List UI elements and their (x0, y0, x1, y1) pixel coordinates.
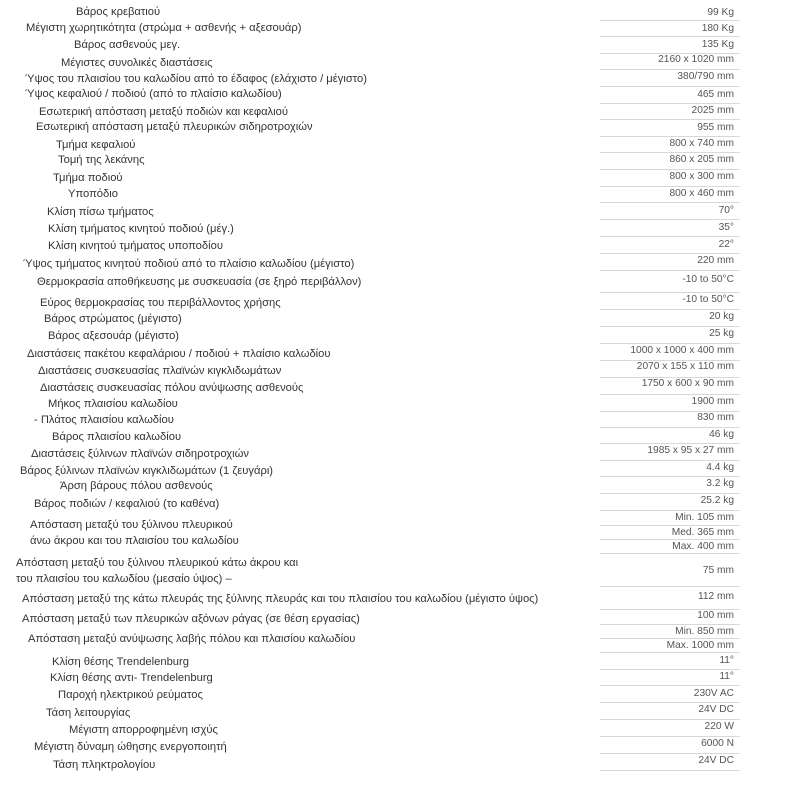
spec-label: Τομή της λεκάνης (58, 154, 145, 166)
spec-row (0, 137, 792, 153)
spec-label: Θερμοκρασία αποθήκευσης με συσκευασία (σε ξηρό περιβάλλον) (37, 276, 362, 288)
spec-label: Κλίση θέσης Trendelenburg (52, 656, 189, 668)
spec-row (0, 310, 792, 327)
spec-value: Min. 105 mm (675, 512, 734, 524)
spec-label: Διαστάσεις συσκευασίας πόλου ανύψωσης ασθενούς (40, 382, 304, 394)
spec-row (0, 203, 792, 220)
spec-row (0, 737, 792, 754)
spec-value: 2070 x 155 x 110 mm (636, 361, 734, 372)
spec-value: 955 mm (697, 122, 734, 133)
spec-label: Εσωτερική απόσταση μεταξύ πλευρικών σιδηροτροχιών (36, 121, 313, 133)
spec-value: 220 mm (697, 255, 734, 266)
spec-row (0, 70, 792, 87)
spec-row (0, 686, 792, 703)
spec-value: Max. 1000 mm (600, 638, 740, 652)
spec-value: 135 Kg (701, 39, 734, 50)
spec-row (0, 494, 792, 511)
spec-row (0, 120, 792, 137)
spec-label: Απόσταση μεταξύ ανύψωσης λαβής πόλου και πλαισίου καλωδίου (28, 633, 356, 645)
spec-label: - Πλάτος πλαισίου καλωδίου (34, 414, 174, 426)
spec-value: 75 mm (702, 564, 734, 576)
spec-label: Ύψος τμήματος κινητού ποδιού από το πλαίσιο καλωδίου (μέγιστο) (23, 258, 355, 270)
spec-label: Ύψος του πλαισίου του καλωδίου από το έδαφος (ελάχιστο / μέγιστο) (25, 73, 367, 85)
spec-row (0, 87, 792, 104)
spec-row (0, 4, 792, 21)
spec-label: Τάση λειτουργίας (46, 707, 131, 719)
spec-row (0, 428, 792, 444)
spec-value: 6000 N (701, 738, 734, 749)
spec-value: 380/790 mm (677, 71, 734, 82)
spec-row-multi (0, 554, 792, 587)
spec-value: Max. 400 mm (600, 539, 740, 553)
spec-label: Μέγιστη απορροφημένη ισχύς (69, 724, 218, 736)
spec-label: Παροχή ηλεκτρικού ρεύματος (58, 689, 203, 701)
spec-row (0, 754, 792, 771)
spec-row (0, 610, 792, 625)
spec-label: του πλαισίου του καλωδίου (μεσαίο ύψος) – (16, 572, 232, 585)
spec-label: Διαστάσεις ξύλινων πλαϊνών σιδηροτροχιών (31, 448, 249, 460)
spec-row (0, 21, 792, 37)
spec-value: 35° (718, 222, 734, 233)
spec-row (0, 344, 792, 361)
spec-row (0, 37, 792, 54)
spec-value: 1900 mm (691, 396, 734, 407)
spec-label: Κλίση πίσω τμήματος (47, 206, 154, 218)
spec-label: Υποπόδιο (68, 188, 118, 200)
spec-row (0, 395, 792, 412)
spec-value: 220 W (704, 721, 734, 732)
spec-label: Απόσταση μεταξύ της κάτω πλευράς της ξύλινης πλευράς και του πλαισίου του καλωδίου (μέγιστο ύψος) (22, 593, 539, 605)
spec-row (0, 254, 792, 271)
spec-label: Κλίση θέσης αντι- Trendelenburg (50, 672, 213, 684)
spec-row (0, 587, 792, 610)
spec-row (0, 187, 792, 203)
spec-label: άνω άκρου και του πλαισίου του καλωδίου (30, 534, 239, 547)
spec-value: 1985 x 95 x 27 mm (647, 445, 734, 456)
spec-value: 800 x 460 mm (669, 188, 734, 199)
spec-row (0, 444, 792, 461)
spec-value: 20 kg (709, 311, 734, 322)
spec-value: -10 to 50°C (682, 294, 734, 305)
spec-value: 860 x 205 mm (669, 154, 734, 165)
spec-value: 1750 x 600 x 90 mm (641, 378, 734, 389)
spec-label: Βάρος αξεσουάρ (μέγιστο) (48, 330, 180, 342)
spec-label: Μήκος πλαισίου καλωδίου (48, 398, 178, 410)
spec-row-multi (0, 511, 792, 554)
spec-value: 100 mm (697, 610, 734, 621)
spec-label: Τάση πληκτρολογίου (53, 759, 156, 771)
spec-label: Κλίση τμήματος κινητού ποδιού (μέγ.) (48, 223, 234, 235)
spec-label: Βάρος ποδιών / κεφαλιού (το καθένα) (34, 498, 220, 510)
spec-value: 180 Kg (701, 23, 734, 34)
spec-label: Μέγιστη χωρητικότητα (στρώμα + ασθενής + αξεσουάρ) (26, 22, 302, 34)
spec-label: Απόσταση μεταξύ των πλευρικών αξόνων ράγας (σε θέση εργασίας) (22, 613, 360, 625)
spec-value: Min. 850 mm (675, 626, 734, 637)
spec-value: 800 x 740 mm (669, 138, 734, 149)
spec-value: 830 mm (697, 412, 734, 423)
spec-label: Ύψος κεφαλιού / ποδιού (από το πλαίσιο καλωδίου) (25, 88, 282, 100)
spec-label: Βάρος ξύλινων πλαϊνών κιγκλιδωμάτων (1 ζευγάρι) (20, 465, 274, 477)
spec-value: 465 mm (697, 89, 734, 100)
spec-value: -10 to 50°C (682, 274, 734, 285)
spec-value: Med. 365 mm (600, 525, 740, 539)
spec-value: 11° (719, 671, 734, 682)
spec-value: 46 kg (709, 429, 734, 440)
spec-label: Κλίση κινητού τμήματος υποποδίου (48, 240, 223, 252)
spec-label: Απόσταση μεταξύ του ξύλινου πλευρικού κάτω άκρου και (16, 556, 299, 569)
spec-row (0, 104, 792, 120)
spec-row (0, 271, 792, 293)
spec-row (0, 153, 792, 170)
spec-value: 2025 mm (691, 105, 734, 116)
spec-label: Βάρος στρώματος (μέγιστο) (44, 313, 182, 325)
spec-value: 11° (719, 655, 734, 666)
specifications-table (0, 4, 792, 771)
spec-row (0, 670, 792, 686)
spec-label: Βάρος κρεβατιού (76, 6, 161, 18)
spec-row (0, 170, 792, 187)
spec-row (0, 412, 792, 428)
spec-row (0, 378, 792, 395)
spec-label: Τμήμα κεφαλιού (56, 139, 136, 151)
spec-value: 25 kg (709, 328, 734, 339)
spec-label: Μέγιστες συνολικές διαστάσεις (61, 57, 213, 69)
spec-value: 4.4 kg (706, 462, 734, 473)
spec-row (0, 220, 792, 237)
spec-label: Διαστάσεις πακέτου κεφαλάριου / ποδιού + πλαίσιο καλωδίου (27, 348, 331, 360)
spec-row (0, 54, 792, 70)
spec-row-multi (0, 625, 792, 653)
spec-value: 24V DC (698, 704, 734, 715)
spec-label: Άρση βάρους πόλου ασθενούς (60, 480, 213, 492)
spec-value: 24V DC (698, 755, 734, 766)
spec-value: 1000 x 1000 x 400 mm (630, 345, 734, 356)
spec-row (0, 327, 792, 344)
spec-row (0, 720, 792, 737)
spec-label: Βάρος ασθενούς μεγ. (74, 39, 181, 51)
spec-value: 25.2 kg (700, 495, 734, 506)
spec-value: 112 mm (697, 591, 734, 602)
spec-row (0, 293, 792, 310)
spec-value: 99 Kg (707, 7, 734, 18)
spec-value: 70° (718, 205, 734, 216)
spec-label: Μέγιστη δύναμη ώθησης ενεργοποιητή (34, 741, 227, 753)
spec-value: 3.2 kg (706, 478, 734, 489)
spec-label: Τμήμα ποδιού (53, 172, 123, 184)
spec-value: 22° (718, 239, 734, 250)
spec-row (0, 237, 792, 254)
spec-row (0, 461, 792, 477)
spec-label: Βάρος πλαισίου καλωδίου (52, 431, 182, 443)
spec-row (0, 361, 792, 378)
spec-label: Διαστάσεις συσκευασίας πλαϊνών κιγκλιδωμάτων (38, 365, 282, 377)
spec-row (0, 703, 792, 720)
spec-row (0, 653, 792, 670)
spec-value: 800 x 300 mm (669, 171, 734, 182)
spec-row (0, 477, 792, 494)
spec-label: Εσωτερική απόσταση μεταξύ ποδιών και κεφαλιού (39, 106, 288, 118)
spec-value: 230V AC (693, 688, 734, 699)
spec-label: Απόσταση μεταξύ του ξύλινου πλευρικού (30, 518, 233, 531)
spec-value: 2160 x 1020 mm (658, 54, 734, 65)
spec-label: Εύρος θερμοκρασίας του περιβάλλοντος χρήσης (40, 297, 281, 309)
